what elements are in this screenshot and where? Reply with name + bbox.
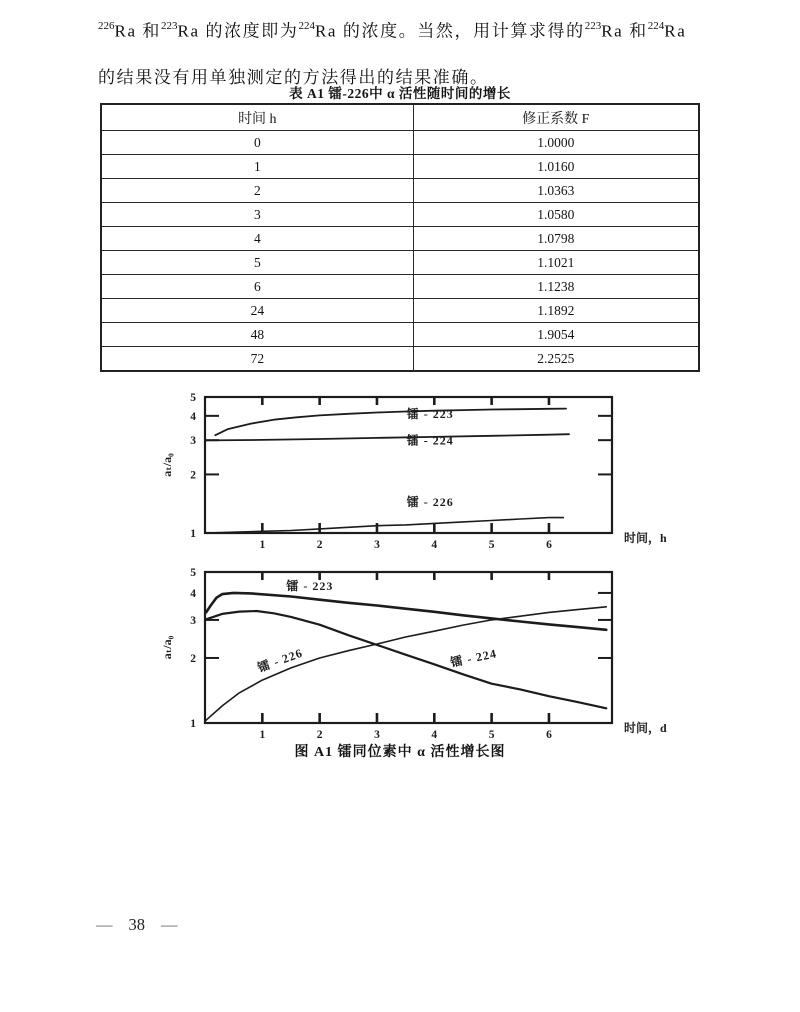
plot-frame: [205, 397, 612, 533]
page-number: [96, 915, 178, 935]
col-header-time: 时间 h: [101, 104, 413, 131]
curve-label: 镭 - 223: [406, 407, 454, 421]
curve-label: 镭 - 224: [449, 646, 499, 670]
x-tick-label: 2: [316, 539, 323, 551]
curve-镭-224: [206, 434, 569, 440]
table-row: [101, 179, 699, 203]
paragraph-line: 的结果没有用单独测定的方法得出的结果准确。: [98, 67, 489, 87]
x-tick-label: 1: [259, 539, 266, 551]
y-axis-label: aₜ/a₀: [160, 453, 174, 477]
curve-镭-223: [206, 593, 606, 630]
isotope-superscript: 226: [98, 20, 115, 32]
footer-dash-right: —: [161, 915, 178, 934]
y-tick-label: 2: [190, 652, 196, 665]
x-tick-label: 6: [546, 539, 552, 551]
table-row: [101, 251, 699, 275]
curve-label: 镭 - 226: [255, 645, 305, 675]
table-row: [101, 299, 699, 323]
table-row: [101, 203, 699, 227]
figure-caption: 图 A1 镭同位素中 α 活性增长图: [294, 745, 506, 760]
y-tick-label: 3: [190, 614, 196, 627]
table-cell: 1.9054: [413, 323, 699, 347]
y-tick-label: 3: [190, 435, 196, 448]
footer-number: 38: [128, 915, 145, 934]
col-header-factor: 修正系数 F: [413, 104, 699, 131]
y-tick-label: 5: [190, 392, 196, 404]
x-tick-label: 3: [374, 729, 380, 741]
x-axis-label: 时间，d: [624, 721, 667, 735]
curve-label: 镭 - 223: [286, 579, 334, 594]
table-row: [101, 323, 699, 347]
isotope-superscript: 223: [161, 20, 178, 32]
table-cell: 72: [101, 347, 413, 372]
table-cell: 1.1238: [413, 275, 699, 299]
chart-alpha-growth-hours: [160, 392, 667, 551]
x-tick-label: 1: [259, 729, 266, 741]
y-tick-label: 4: [190, 587, 196, 600]
x-tick-label: 5: [488, 729, 495, 741]
table-row: [101, 275, 699, 299]
table-cell: 5: [101, 251, 413, 275]
x-tick-label: 5: [488, 539, 495, 551]
curve-镭-223: [215, 409, 566, 436]
table-row: [101, 155, 699, 179]
curve-镭-226: [206, 518, 563, 533]
table-title: 表 A1 镭-226中 α 活性随时间的增长: [289, 86, 511, 101]
table-cell: 1.0363: [413, 179, 699, 203]
table-cell: 2: [101, 179, 413, 203]
correction-factor-table: [100, 103, 700, 372]
y-tick-label: 1: [190, 718, 196, 730]
x-tick-label: 4: [431, 729, 438, 741]
table-cell: 1.0160: [413, 155, 699, 179]
x-tick-label: 3: [374, 539, 380, 551]
y-axis-label: aₜ/a₀: [160, 635, 174, 660]
curve-镭-226: [206, 607, 606, 720]
table-cell: 4: [101, 227, 413, 251]
y-tick-label: 5: [190, 567, 196, 579]
plot-frame: [205, 572, 612, 723]
footer-dash-left: —: [96, 915, 113, 934]
table-cell: 1.1892: [413, 299, 699, 323]
table-cell: 2.2525: [413, 347, 699, 372]
table-cell: 1.1021: [413, 251, 699, 275]
x-tick-label: 4: [431, 539, 438, 551]
x-axis-label: 时间，h: [624, 531, 667, 545]
y-tick-label: 1: [190, 528, 196, 540]
isotope-superscript: 224: [647, 20, 665, 32]
curve-镭-224: [206, 611, 606, 708]
paragraph-line: $^{226}$Ra 和$^{223}$Ra 的浓度即为$^{224}$Ra 的浓度。当然，用计算求得的$^{223}$Ra 和$^{224}$Ra: [98, 20, 687, 41]
isotope-superscript: 224: [298, 20, 315, 32]
table-cell: 1.0798: [413, 227, 699, 251]
table-row: [101, 131, 699, 155]
y-tick-label: 4: [190, 410, 196, 423]
table-row: [101, 347, 699, 372]
table-cell: 24: [101, 299, 413, 323]
x-tick-label: 2: [316, 729, 323, 741]
table-cell: 3: [101, 203, 413, 227]
table-cell: 1.0000: [413, 131, 699, 155]
table-cell: 48: [101, 323, 413, 347]
table-cell: 1: [101, 155, 413, 179]
table-cell: 1.0580: [413, 203, 699, 227]
table-row: [101, 227, 699, 251]
isotope-superscript: 223: [584, 20, 602, 32]
table-header-row: [101, 104, 699, 131]
y-tick-label: 2: [190, 469, 196, 482]
curve-label: 镭 - 224: [406, 433, 454, 448]
x-tick-label: 6: [546, 729, 552, 741]
chart-alpha-growth-days: [160, 567, 667, 741]
table-cell: 0: [101, 131, 413, 155]
curve-label: 镭 - 226: [406, 494, 454, 509]
table-cell: 6: [101, 275, 413, 299]
